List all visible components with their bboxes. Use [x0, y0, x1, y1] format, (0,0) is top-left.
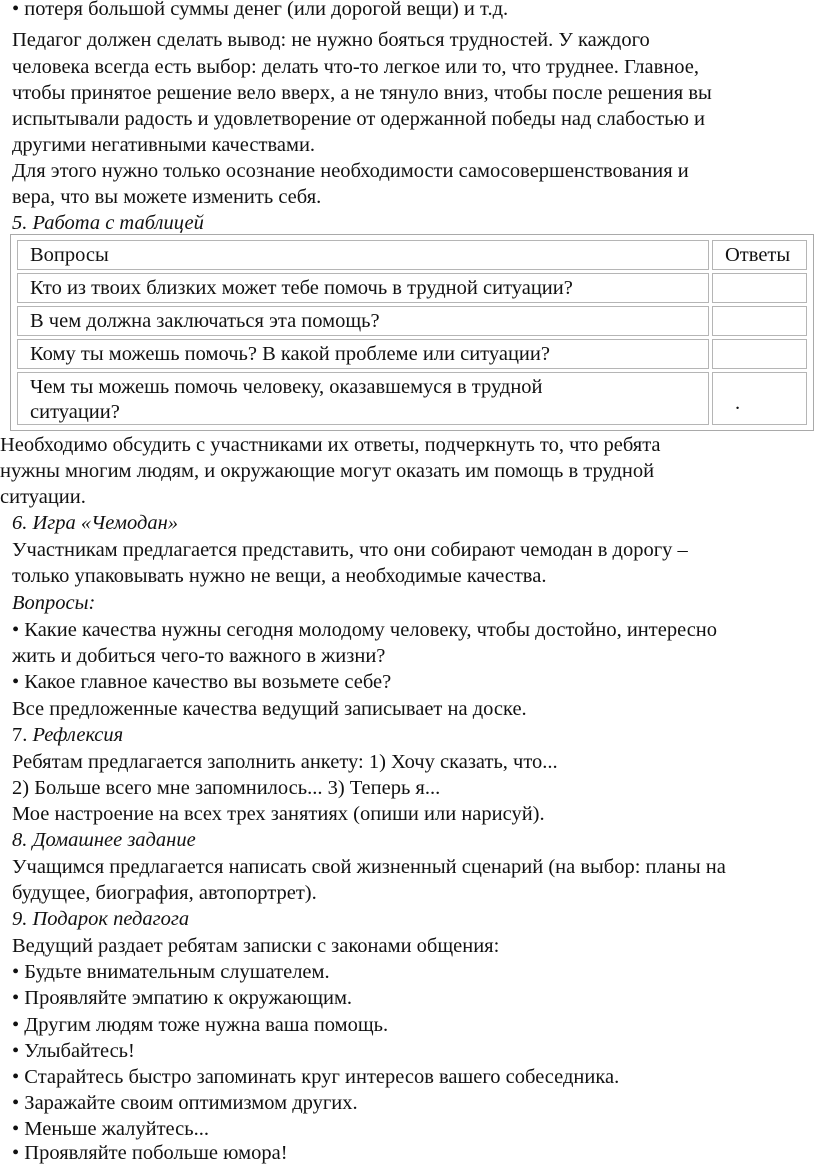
table-header-questions: Вопросы: [30, 244, 109, 266]
section-heading-6: 6. Игра «Чемодан»: [12, 512, 178, 534]
paragraph-line: Ребятам предлагается заполнить анкету: 1) Хочу сказать, что...: [12, 751, 558, 773]
paragraph-line: Педагог должен сделать вывод: не нужно бояться трудностей. У каждого: [12, 29, 650, 51]
table-row: [17, 273, 709, 303]
questions-table: [10, 234, 814, 431]
table-header-answers: Ответы: [725, 244, 791, 266]
table-row: [17, 339, 709, 369]
rule-item: • Улыбайтесь!: [12, 1040, 135, 1062]
section-heading-7: [12, 722, 123, 749]
table-header-cell: [17, 240, 709, 270]
paragraph-line: испытывали радость и удовлетворение от одержанной победы над слабостью и: [12, 108, 706, 130]
paragraph-line: • потеря большой суммы денег (или дорогой вещи) и т.д.: [12, 0, 509, 20]
section-number: 7.: [12, 724, 33, 746]
paragraph-line: Все предложенные качества ведущий записывает на доске.: [12, 698, 527, 720]
paragraph-line: Мое настроение на всех трех занятиях (опиши или нарисуй).: [12, 803, 545, 825]
rule-item: • Заражайте своим оптимизмом других.: [12, 1092, 358, 1114]
rule-item: • Другим людям тоже нужна ваша помощь.: [12, 1014, 389, 1036]
table-question-cell: Кто из твоих близких может тебе помочь в трудной ситуации?: [30, 277, 573, 299]
table-question-cell: Кому ты можешь помочь? В какой проблеме или ситуации?: [30, 343, 550, 365]
rule-item: • Будьте внимательным слушателем.: [12, 961, 330, 983]
paragraph-line: ситуации.: [0, 486, 86, 508]
rule-item: • Проявляйте побольше юмора!: [12, 1142, 288, 1164]
table-question-cell: В чем должна заключаться эта помощь?: [30, 310, 380, 332]
table-row: [17, 372, 709, 425]
table-header-cell: [712, 240, 807, 270]
table-answer-cell: [712, 306, 807, 336]
paragraph-line: 2) Больше всего мне запомнилось... 3) Теперь я...: [12, 777, 441, 799]
paragraph-line: человека всегда есть выбор: делать что-то легкое или то, что труднее. Главное,: [12, 56, 699, 78]
paragraph-line: Участникам предлагается представить, что они собирают чемодан в дорогу –: [12, 539, 688, 561]
table-row: [17, 306, 709, 336]
paragraph-line: Для этого нужно только осознание необходимости самосовершенствования и: [12, 160, 689, 182]
section-title: Рефлексия: [32, 724, 124, 746]
question-line: жить и добиться чего-то важного в жизни?: [12, 645, 386, 667]
paragraph-line: Необходимо обсудить с участниками их ответы, подчеркнуть то, что ребята: [0, 434, 661, 456]
rule-item: • Меньше жалуйтесь...: [12, 1118, 209, 1140]
rule-item: • Проявляйте эмпатию к окружающим.: [12, 987, 353, 1009]
question-line: • Какие качества нужны сегодня молодому человеку, чтобы достойно, интересно: [12, 619, 718, 641]
paragraph-line: только упаковывать нужно не вещи, а необходимые качества.: [12, 565, 547, 587]
paragraph-line: будущее, биография, автопортрет).: [12, 882, 317, 904]
table-answer-cell: [712, 339, 807, 369]
table-question-cell-line: Чем ты можешь помочь человеку, оказавшемуся в трудной: [30, 376, 543, 398]
section-heading-9: 9. Подарок педагога: [12, 908, 190, 930]
paragraph-line: вера, что вы можете изменить себя.: [12, 186, 322, 208]
question-line: • Какое главное качество вы возьмете себе?: [12, 671, 392, 693]
table-answer-text: .: [735, 392, 741, 414]
rule-item: • Старайтесь быстро запоминать круг интересов вашего собеседника.: [12, 1066, 620, 1088]
section-heading-5: 5. Работа с таблицей: [12, 212, 204, 234]
questions-label: Вопросы:: [12, 592, 96, 614]
table-answer-cell: [712, 372, 807, 425]
table-answer-cell: [712, 273, 807, 303]
paragraph-line: другими негативными качествами.: [12, 134, 316, 156]
paragraph-line: Ведущий раздает ребятам записки с законами общения:: [12, 935, 500, 957]
paragraph-line: чтобы принятое решение вело вверх, а не тянуло вниз, чтобы после решения вы: [12, 82, 712, 104]
paragraph-line: нужны многим людям, и окружающие могут оказать им помощь в трудной: [0, 460, 655, 482]
table-question-cell-line: ситуации?: [30, 401, 120, 423]
paragraph-line: Учащимся предлагается написать свой жизненный сценарий (на выбор: планы на: [12, 856, 726, 878]
section-heading-8: 8. Домашнее задание: [12, 829, 196, 851]
